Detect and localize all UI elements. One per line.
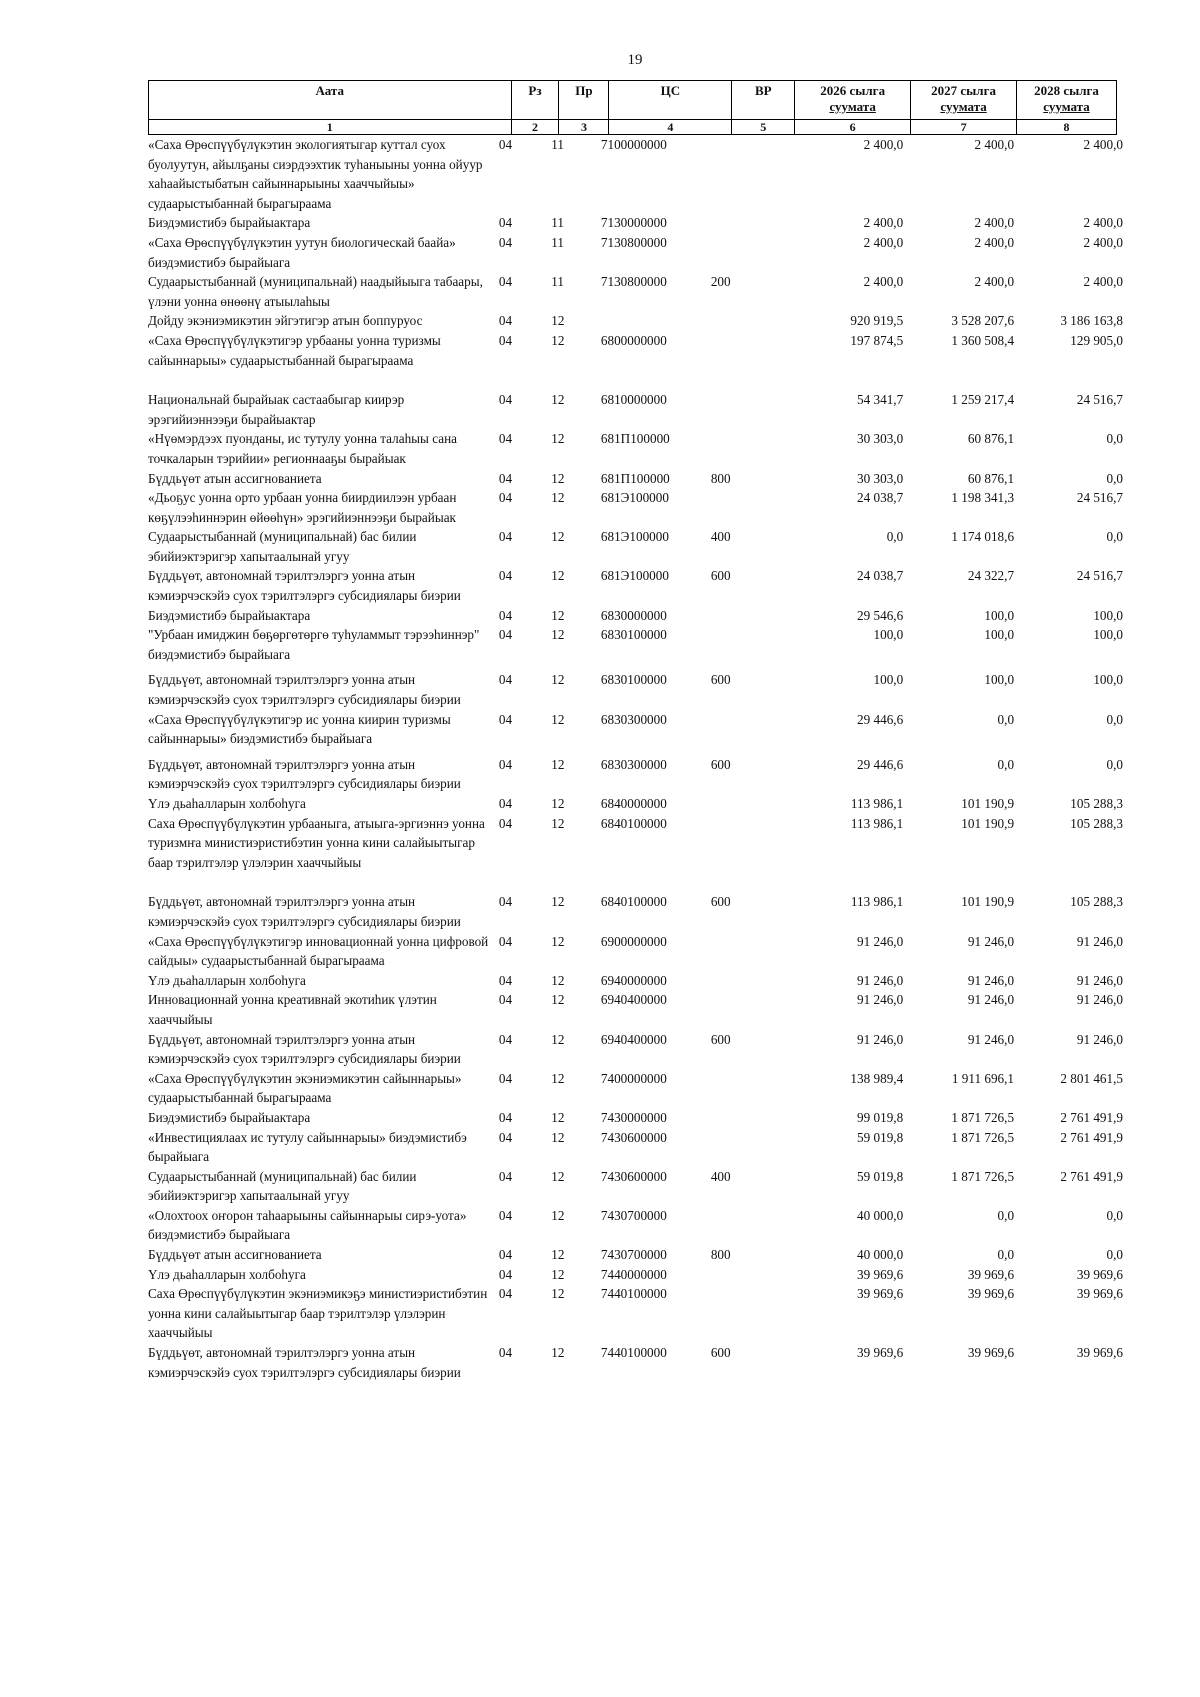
row-cs: 7440100000 [600, 1286, 667, 1302]
row-rz: 04 [498, 933, 513, 949]
row-cs: 681Э100000 [600, 529, 669, 545]
col-number: 4 [609, 120, 732, 135]
row-rz: 04 [498, 215, 513, 231]
row-2028: 2 801 461,5 [1060, 1070, 1123, 1086]
row-2028: 0,0 [1106, 431, 1123, 447]
table-row [148, 331, 1123, 370]
row-rz: 04 [498, 627, 513, 643]
row-rz: 04 [498, 972, 513, 988]
row-2027: 1 871 726,5 [951, 1129, 1015, 1145]
header-2028: 2028 сылга суумата [1017, 81, 1117, 120]
row-name: Судаарыстыбаннай (муниципальнай) бас билии эбийиэктэригэр хапытаалынай угуу [148, 1168, 417, 1204]
row-2027: 1 871 726,5 [951, 1109, 1015, 1125]
row-2026: 54 341,7 [857, 392, 904, 408]
col-number: 3 [559, 120, 609, 135]
row-2028: 2 761 491,9 [1060, 1168, 1123, 1184]
table-row [148, 213, 1123, 233]
row-2027: 101 190,9 [961, 796, 1015, 811]
table-row [148, 488, 1123, 527]
table-row [148, 390, 1123, 429]
row-vr: 600 [710, 1031, 731, 1047]
row-name: «Дьоҕус уонна орто урбаан уонна биирдиилээн урбаан көҕүлээһиннэрин өйөөһүн» эрэгийиэннээҕи бырайыак [148, 490, 457, 525]
row-name: "Урбаан имиджин бөҕөргөтөргө туһуламмыт тэрээһиннэр" биэдэмистибэ бырайыага [148, 627, 480, 662]
row-cs: 7100000000 [600, 137, 667, 152]
row-rz: 04 [498, 1031, 513, 1047]
row-pr: 11 [551, 215, 564, 231]
row-2028: 0,0 [1106, 470, 1123, 486]
row-2028: 91 246,0 [1076, 992, 1123, 1008]
row-name: Бүддьүөт, автономнай тэрилтэлэргэ уонна атын кэмиэрчэскэйэ суох тэрилтэлэргэ субсидиялары биэрии [148, 568, 461, 604]
row-2026: 91 246,0 [857, 972, 904, 988]
row-name: Бүддьүөт, автономнай тэрилтэлэргэ уонна атын кэмиэрчэскэйэ суох тэрилтэлэргэ субсидиялары биэрии [148, 894, 461, 929]
row-rz: 04 [498, 490, 513, 506]
row-cs: 7130800000 [600, 274, 667, 290]
row-pr: 12 [551, 894, 565, 910]
row-name: Бүддьүөт, автономнай тэрилтэлэргэ уонна атын кэмиэрчэскэйэ суох тэрилтэлэргэ субсидиялары биэрии [148, 756, 461, 792]
row-2028: 39 969,6 [1076, 1345, 1123, 1361]
table-row [148, 971, 1123, 991]
row-2027: 39 969,6 [967, 1266, 1015, 1282]
row-name: «Инвестициялаах ис тутулу сайыннарыы» биэдэмистибэ бырайыага [148, 1129, 467, 1165]
table-row [148, 755, 1123, 794]
row-name: «Олохтоох оҥорон таһаарыыны сайыннарыы сирэ-уота» биэдэмистибэ бырайыага [148, 1207, 467, 1243]
row-name: «Саха Өрөспүүбүлүкэтигэр ис уонна киирин туризмы сайыннарыы» биэдэмистибэ бырайыага [148, 711, 451, 747]
row-cs: 6830300000 [600, 756, 667, 772]
row-rz: 04 [498, 234, 513, 250]
row-2026: 30 303,0 [857, 431, 904, 447]
row-pr: 12 [551, 711, 565, 727]
row-2028: 2 761 491,9 [1060, 1129, 1123, 1145]
row-rz: 04 [498, 894, 513, 910]
row-rz: 04 [498, 568, 513, 584]
table-row [148, 1343, 1123, 1382]
row-rz: 04 [498, 992, 513, 1008]
row-cs: 6830100000 [600, 627, 667, 643]
row-pr: 12 [551, 1207, 565, 1223]
row-pr: 12 [551, 933, 565, 949]
row-rz: 04 [498, 332, 513, 348]
row-2026: 40 000,0 [857, 1247, 904, 1263]
row-rz: 04 [498, 756, 513, 772]
row-2028: 105 288,3 [1070, 815, 1123, 831]
row-2026: 59 019,8 [857, 1129, 904, 1145]
row-cs: 6830100000 [600, 672, 667, 688]
table-row [148, 1030, 1123, 1069]
row-2028: 39 969,6 [1076, 1286, 1123, 1302]
row-cs: 7130000000 [600, 215, 667, 231]
row-2026: 91 246,0 [857, 933, 904, 949]
column-number-row [149, 120, 1117, 135]
row-cs: 681Э100000 [600, 568, 669, 584]
row-pr: 12 [551, 672, 565, 688]
row-2028: 39 969,6 [1076, 1266, 1123, 1282]
row-pr: 12 [551, 1247, 565, 1263]
row-vr: 400 [710, 529, 731, 545]
row-pr: 12 [551, 392, 565, 408]
row-cs: 681П100000 [600, 431, 670, 447]
row-pr: 12 [551, 1286, 565, 1302]
row-2026: 39 969,6 [857, 1345, 904, 1361]
row-2027: 24 322,7 [967, 568, 1015, 584]
row-cs: 681Э100000 [600, 490, 669, 506]
row-2027: 1 198 341,3 [951, 490, 1015, 506]
row-cs: 6800000000 [600, 332, 667, 348]
row-2028: 129 905,0 [1070, 332, 1123, 348]
row-name: Бүддьүөт, автономнай тэрилтэлэргэ уонна атын кэмиэрчэскэйэ суох тэрилтэлэргэ субсидиялары биэрии [148, 1345, 461, 1380]
row-2028: 100,0 [1093, 672, 1123, 688]
row-2026: 2 400,0 [863, 215, 904, 231]
col-number: 7 [911, 120, 1017, 135]
row-rz: 04 [498, 1070, 513, 1086]
row-2028: 105 288,3 [1070, 796, 1123, 811]
row-rz: 04 [498, 815, 513, 831]
row-cs: 7430000000 [600, 1109, 667, 1125]
row-name: «Нүөмэрдээх пуонданы, ис тутулу уонна талаһыы сана точкаларын тэрийии» регионнааҕы бырайыак [148, 431, 457, 466]
row-2026: 2 400,0 [863, 234, 904, 250]
row-pr: 12 [551, 972, 565, 988]
table-row [148, 469, 1123, 489]
table-row [148, 794, 1123, 814]
row-name: Саха Өрөспүүбүлүкэтин экэниэмикэҕэ министиэристибэтин уонна кини салайыытыгар баар тэрилтэлэр үлэлэрин хааччыйыы [148, 1286, 488, 1341]
table-row [148, 429, 1123, 468]
row-2028: 100,0 [1093, 607, 1123, 623]
row-pr: 12 [551, 568, 565, 584]
row-name: «Саха Өрөспүүбүлүкэтин экологиятыгар куттал суох буолуутун, айылҕаны сиэрдээхтик туһаныыны уонна ойуур хаһаайыстыбатын сайыннарыыны хааччыйыы» судаарыстыбаннай бырагыраама [148, 137, 483, 211]
row-2027: 2 400,0 [974, 137, 1015, 152]
row-pr: 11 [551, 234, 564, 250]
row-2027: 1 174 018,6 [951, 529, 1015, 545]
row-vr: 200 [710, 274, 731, 290]
row-name: Судаарыстыбаннай (муниципальнай) наадыйыыга табаары, үлэни уонна өнөөнү атыылаһыы [148, 274, 483, 309]
row-rz: 04 [498, 274, 513, 290]
row-pr: 12 [551, 313, 565, 329]
row-pr: 12 [551, 431, 565, 447]
row-2027: 39 969,6 [967, 1286, 1015, 1302]
row-cs: 681П100000 [600, 470, 670, 486]
col-number: 5 [732, 120, 795, 135]
row-rz: 04 [498, 796, 513, 811]
row-cs: 6940000000 [600, 972, 667, 988]
row-2026: 40 000,0 [857, 1207, 904, 1223]
row-2026: 113 986,1 [850, 796, 904, 811]
row-name: «Саха Өрөспүүбүлүкэтигэр инновационнай уонна цифровой сайдыы» судаарыстыбаннай бырагыраама [148, 933, 489, 969]
col-number: 2 [511, 120, 559, 135]
row-2028: 2 400,0 [1083, 137, 1123, 152]
row-name: Бүддьүөт атын ассигнованиета [148, 470, 322, 486]
row-2027: 101 190,9 [961, 815, 1015, 831]
page-number: 19 [627, 52, 643, 68]
row-2028: 2 761 491,9 [1060, 1109, 1123, 1125]
row-cs: 7430600000 [600, 1129, 667, 1145]
table-row [148, 135, 1123, 213]
row-rz: 04 [498, 137, 513, 152]
header-2026: 2026 сылга суумата [795, 81, 911, 120]
table-row [148, 1108, 1123, 1128]
row-2028: 2 400,0 [1083, 215, 1123, 231]
row-rz: 04 [498, 1286, 513, 1302]
row-name: «Саха Өрөспүүбүлүкэтин экэниэмикэтин сайыннарыы» судаарыстыбаннай бырагыраама [148, 1070, 462, 1106]
row-pr: 12 [551, 332, 565, 348]
row-cs: 6940400000 [600, 992, 667, 1008]
row-rz: 04 [498, 1345, 513, 1361]
row-name: Биэдэмистибэ бырайыактара [148, 607, 311, 623]
row-2027: 91 246,0 [967, 992, 1015, 1008]
table-row [148, 272, 1123, 311]
table-row [148, 1284, 1123, 1343]
table-row [148, 932, 1123, 971]
row-2026: 29 546,6 [857, 607, 904, 623]
table-row [148, 566, 1123, 605]
table-row [148, 1206, 1123, 1245]
row-cs: 7440100000 [600, 1345, 667, 1361]
row-2027: 3 528 207,6 [951, 313, 1015, 329]
row-cs: 6840000000 [600, 796, 667, 811]
row-2028: 91 246,0 [1076, 933, 1123, 949]
row-rz: 04 [498, 1247, 513, 1263]
header-pr: Пр [559, 81, 609, 120]
row-rz: 04 [498, 711, 513, 727]
row-name: Бүддьүөт, автономнай тэрилтэлэргэ уонна атын кэмиэрчэскэйэ суох тэрилтэлэргэ субсидиялары биэрии [148, 1031, 461, 1067]
row-2026: 100,0 [873, 627, 904, 643]
table-row [148, 625, 1123, 664]
row-rz: 04 [498, 431, 513, 447]
row-2027: 101 190,9 [961, 894, 1015, 910]
row-vr: 600 [710, 756, 731, 772]
row-2026: 91 246,0 [857, 992, 904, 1008]
row-2027: 0,0 [997, 1207, 1015, 1223]
row-cs: 6900000000 [600, 933, 667, 949]
table-row [148, 527, 1123, 566]
header-vr: ВР [732, 81, 795, 120]
table-header [148, 80, 1117, 135]
row-2028: 2 400,0 [1083, 274, 1123, 290]
header-cs: ЦС [609, 81, 732, 120]
row-name: Инновационнай уонна креативнай экотиһик үлэтин хааччыйыы [148, 992, 437, 1027]
row-pr: 12 [551, 1345, 565, 1361]
table-row [148, 670, 1123, 709]
row-2026: 29 446,6 [857, 756, 904, 772]
row-vr: 600 [710, 1345, 731, 1361]
table-body [148, 135, 1123, 1382]
row-name: Национальнай бырайыак састаабыгар киирэр эрэгийиэннээҕи бырайыактар [148, 392, 405, 427]
row-cs: 7430700000 [600, 1247, 667, 1263]
row-vr: 400 [710, 1168, 731, 1184]
row-pr: 12 [551, 627, 565, 643]
table-row [148, 1069, 1123, 1108]
row-2026: 91 246,0 [857, 1031, 904, 1047]
col-number: 6 [795, 120, 911, 135]
row-2026: 2 400,0 [863, 274, 904, 290]
row-pr: 12 [551, 1031, 565, 1047]
row-rz: 04 [498, 470, 513, 486]
row-2028: 24 516,7 [1076, 392, 1123, 408]
row-rz: 04 [498, 529, 513, 545]
row-2027: 1 911 696,1 [951, 1070, 1015, 1086]
row-2027: 91 246,0 [967, 972, 1015, 988]
row-cs: 6840100000 [600, 894, 667, 910]
row-pr: 12 [551, 1129, 565, 1145]
row-2026: 138 989,4 [850, 1070, 904, 1086]
row-2027: 2 400,0 [974, 215, 1015, 231]
row-2028: 24 516,7 [1076, 568, 1123, 584]
row-vr: 600 [710, 672, 731, 688]
row-vr: 800 [710, 1247, 731, 1263]
row-pr: 12 [551, 796, 565, 811]
row-name: «Саха Өрөспүүбүлүкэтин уутун биологическай баайа» биэдэмистибэ бырайыага [148, 234, 456, 270]
row-pr: 12 [551, 490, 565, 506]
row-2028: 0,0 [1106, 1207, 1123, 1223]
header-2027: 2027 сылга суумата [911, 81, 1017, 120]
row-2027: 1 871 726,5 [951, 1168, 1015, 1184]
row-2026: 99 019,8 [857, 1109, 904, 1125]
row-2026: 39 969,6 [857, 1286, 904, 1302]
row-pr: 12 [551, 1109, 565, 1125]
table-row [148, 892, 1123, 931]
row-2027: 1 360 508,4 [951, 332, 1015, 348]
row-pr: 12 [551, 470, 565, 486]
row-rz: 04 [498, 672, 513, 688]
row-2028: 24 516,7 [1076, 490, 1123, 506]
row-2027: 60 876,1 [967, 470, 1015, 486]
row-2026: 113 986,1 [850, 815, 904, 831]
row-2027: 60 876,1 [967, 431, 1015, 447]
table-row [148, 606, 1123, 626]
row-rz: 04 [498, 313, 513, 329]
row-name: Бүддьүөт, автономнай тэрилтэлэргэ уонна атын кэмиэрчэскэйэ суох тэрилтэлэргэ субсидиялары биэрии [148, 672, 461, 708]
row-cs: 7440000000 [600, 1266, 667, 1282]
row-name: Биэдэмистибэ бырайыактара [148, 1109, 311, 1125]
row-2027: 39 969,6 [967, 1345, 1015, 1361]
row-name: Үлэ дьаһалларын холбоһуга [148, 972, 306, 988]
row-pr: 12 [551, 1266, 565, 1282]
row-rz: 04 [498, 1109, 513, 1125]
row-2028: 2 400,0 [1083, 234, 1123, 250]
row-2028: 91 246,0 [1076, 972, 1123, 988]
header-rz: Рз [511, 81, 559, 120]
table-row [148, 1128, 1123, 1167]
row-name: Саха Өрөспүүбүлүкэтин урбааныга, атыыга-эргиэннэ уонна туризмҥа министиэристибэтин уонна кини салайыытыгар баар тэрилтэлэр үлэлэрин хааччыйыы [148, 815, 485, 870]
row-rz: 04 [498, 392, 513, 408]
row-2026: 24 038,7 [857, 568, 904, 584]
row-2027: 1 259 217,4 [951, 392, 1015, 408]
table-row [148, 1245, 1123, 1265]
row-name: «Саха Өрөспүүбүлүкэтигэр урбааны уонна туризмы сайыннарыы» судаарыстыбаннай бырагыраама [148, 332, 441, 368]
row-pr: 12 [551, 1168, 565, 1184]
row-2027: 91 246,0 [967, 933, 1015, 949]
table-row [148, 311, 1123, 331]
row-name: Бүддьүөт атын ассигнованиета [148, 1247, 322, 1263]
col-number: 1 [149, 120, 512, 135]
table-row [148, 1167, 1123, 1206]
table-row [148, 990, 1123, 1029]
row-cs: 7430600000 [600, 1168, 667, 1184]
row-2027: 0,0 [997, 1247, 1015, 1263]
row-2026: 100,0 [873, 672, 904, 688]
table-row [148, 814, 1123, 873]
row-pr: 12 [551, 529, 565, 545]
row-2027: 2 400,0 [974, 234, 1015, 250]
row-2026: 59 019,8 [857, 1168, 904, 1184]
row-2028: 105 288,3 [1070, 894, 1123, 910]
row-2026: 39 969,6 [857, 1266, 904, 1282]
row-2026: 2 400,0 [863, 137, 904, 152]
row-2026: 30 303,0 [857, 470, 904, 486]
row-name: Дойду экэниэмикэтин эйгэтигэр атын боппуруос [148, 313, 423, 329]
row-vr: 800 [710, 470, 731, 486]
row-pr: 12 [551, 607, 565, 623]
row-2028: 0,0 [1106, 529, 1123, 545]
row-rz: 04 [498, 1129, 513, 1145]
row-2028: 0,0 [1106, 711, 1123, 727]
row-name: Үлэ дьаһалларын холбоһуга [148, 1266, 306, 1282]
row-cs: 6810000000 [600, 392, 667, 408]
row-2026: 0,0 [886, 529, 904, 545]
row-2028: 3 186 163,8 [1060, 313, 1123, 329]
row-name: Биэдэмистибэ бырайыактара [148, 215, 311, 231]
row-2027: 2 400,0 [974, 274, 1015, 290]
row-2027: 100,0 [984, 672, 1015, 688]
row-2026: 29 446,6 [857, 711, 904, 727]
row-pr: 11 [551, 274, 564, 290]
header-aata: Аата [149, 81, 512, 120]
row-name: Үлэ дьаһалларын холбоһуга [148, 796, 306, 811]
row-2028: 100,0 [1093, 627, 1123, 643]
row-2027: 100,0 [984, 607, 1015, 623]
row-rz: 04 [498, 1168, 513, 1184]
row-rz: 04 [498, 1266, 513, 1282]
row-pr: 12 [551, 1070, 565, 1086]
row-2027: 100,0 [984, 627, 1015, 643]
row-vr: 600 [710, 568, 731, 584]
row-cs: 7400000000 [600, 1070, 667, 1086]
row-rz: 04 [498, 1207, 513, 1223]
row-2028: 91 246,0 [1076, 1031, 1123, 1047]
row-2026: 24 038,7 [857, 490, 904, 506]
table-row [148, 710, 1123, 749]
row-2026: 197 874,5 [850, 332, 904, 348]
row-name: Судаарыстыбаннай (муниципальнай) бас билии эбийиэктэригэр хапытаалынай угуу [148, 529, 417, 564]
row-cs: 6940400000 [600, 1031, 667, 1047]
row-2027: 91 246,0 [967, 1031, 1015, 1047]
row-cs: 6830000000 [600, 607, 667, 623]
row-cs: 6830300000 [600, 711, 667, 727]
table-row [148, 1265, 1123, 1285]
table-row [148, 233, 1123, 272]
row-pr: 11 [551, 137, 564, 152]
row-2026: 113 986,1 [850, 894, 904, 910]
row-cs: 7130800000 [600, 234, 667, 250]
row-2028: 0,0 [1106, 756, 1123, 772]
row-2026: 920 919,5 [850, 313, 904, 329]
row-rz: 04 [498, 607, 513, 623]
row-vr: 600 [710, 894, 731, 910]
row-pr: 12 [551, 992, 565, 1008]
row-2028: 0,0 [1106, 1247, 1123, 1263]
row-pr: 12 [551, 815, 565, 831]
row-2027: 0,0 [997, 756, 1015, 772]
col-number: 8 [1017, 120, 1117, 135]
row-pr: 12 [551, 756, 565, 772]
row-cs: 7430700000 [600, 1207, 667, 1223]
header-row [149, 81, 1117, 120]
row-cs: 6840100000 [600, 815, 667, 831]
row-2027: 0,0 [997, 711, 1015, 727]
